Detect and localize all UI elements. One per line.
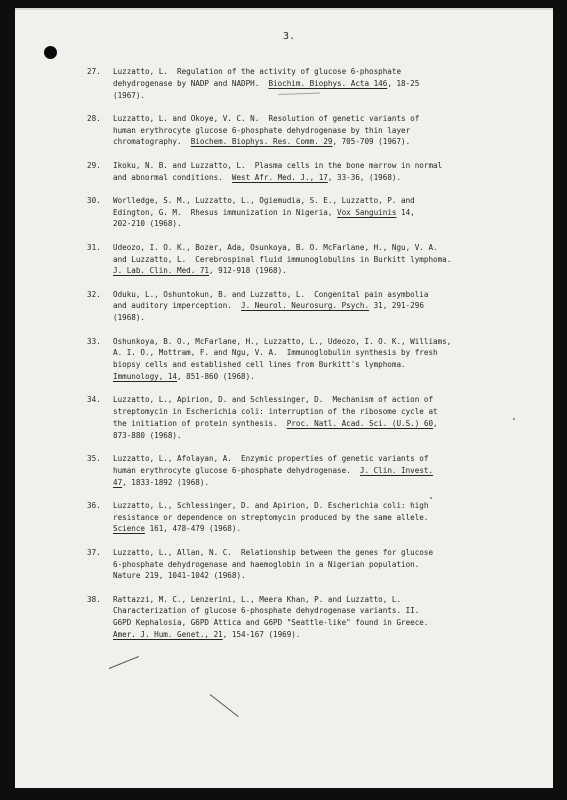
journal-citation: Biochim. Biophys. Acta 146	[268, 78, 388, 88]
reference-item	[87, 394, 527, 441]
reference-item	[87, 160, 527, 184]
reference-line	[113, 559, 527, 571]
reference-line	[113, 465, 527, 477]
reference-text: (1967).	[113, 90, 146, 100]
reference-line	[113, 406, 527, 418]
reference-text: and auditory imperception.	[113, 301, 242, 311]
reference-text: Luzzatto, L. and Okoye, V. C. N. Resolution of genetic variants of	[113, 113, 420, 123]
reference-text: 202-210 (1968).	[113, 219, 182, 229]
reference-item	[87, 547, 527, 582]
reference-text: chromatography.	[113, 137, 191, 147]
reference-text: resistance or dependence on streptomycin produced by the same allele.	[113, 512, 429, 522]
reference-line	[113, 477, 527, 489]
reference-number: 29.	[87, 160, 101, 170]
reference-line	[113, 242, 527, 254]
reference-text: Luzzatto, L., Allan, N. C. Relationship between the genes for glucose	[113, 547, 434, 557]
reference-text: 873-880 (1968).	[113, 430, 182, 440]
reference-line	[113, 289, 527, 301]
reference-text: , 851-860 (1968).	[177, 371, 255, 381]
reference-line	[113, 512, 527, 524]
reference-line	[113, 265, 527, 277]
reference-text: Rattazzi, M. C., Lenzerini, L., Meera Khan, P. and Luzzatto, L.	[113, 594, 402, 604]
reference-text: , 705-709 (1967).	[332, 137, 411, 147]
reference-line	[113, 418, 527, 430]
reference-text: Luzzatto, L. Regulation of the activity of glucose 6-phosphate	[113, 67, 402, 76]
reference-line	[113, 254, 527, 266]
reference-line	[113, 160, 527, 172]
reference-number: 34.	[87, 395, 101, 405]
reference-line	[113, 617, 527, 629]
reference-line	[113, 500, 527, 512]
reference-text: (1968).	[113, 313, 146, 323]
reference-number: 27.	[87, 67, 101, 76]
journal-citation: J. Lab. Clin. Med. 71	[113, 266, 210, 276]
reference-text: ,	[433, 418, 438, 428]
journal-citation: 47	[113, 477, 123, 487]
punch-hole	[44, 46, 57, 59]
document-page	[15, 8, 553, 788]
reference-text: human erythrocyte glucose 6-phosphate dehydrogenase by thin layer	[113, 125, 411, 135]
reference-number: 36.	[87, 500, 101, 510]
journal-citation: Science	[113, 524, 146, 534]
reference-line	[113, 172, 527, 184]
scan-edge	[15, 8, 553, 10]
reference-text: Luzzatto, L., Afolayan, A. Enzymic properties of genetic variants of	[113, 453, 429, 463]
reference-text: Characterization of glucose 6-phosphate dehydrogenase variants. II.	[113, 606, 420, 616]
reference-text: , 33-36, (1968).	[327, 172, 402, 182]
reference-text: G6PD Kephalosia, G6PD Attica and G6PD "Seattle-like" found in Greece.	[113, 618, 429, 628]
reference-text: Edington, G. M. Rhesus immunization in Nigeria,	[113, 207, 338, 217]
reference-line	[113, 453, 527, 465]
reference-line	[113, 66, 527, 78]
reference-item	[87, 500, 527, 535]
reference-line	[113, 371, 527, 383]
reference-line	[113, 629, 527, 641]
reference-item	[87, 453, 527, 488]
reference-text: Udeozo, I. O. K., Bozer, Ada, Osunkoya, B. O. McFarlane, H., Ngu, V. A.	[113, 242, 438, 252]
reference-text: , 912-918 (1968).	[209, 266, 287, 276]
reference-text: streptomycin in Escherichia coli: interruption of the ribosome cycle at	[113, 407, 438, 417]
reference-text: Luzzatto, L., Apirion, D. and Schlessinger, D. Mechanism of action of	[113, 395, 434, 405]
reference-line	[113, 300, 527, 312]
reference-line	[113, 336, 527, 348]
reference-text: Nature 219, 1041-1042 (1968).	[113, 571, 246, 581]
reference-line	[113, 570, 527, 582]
reference-line	[113, 90, 527, 102]
reference-text: 6-phosphate dehydrogenase and haemoglobin in a Nigerian population.	[113, 559, 420, 569]
reference-number: 28.	[87, 113, 101, 123]
reference-line	[113, 195, 527, 207]
scan-speck	[513, 418, 515, 420]
reference-text: biopsy cells and established cell lines from Burkitt's lymphoma.	[113, 360, 406, 370]
reference-line	[113, 547, 527, 559]
reference-item	[87, 66, 527, 101]
reference-number: 35.	[87, 453, 101, 463]
reference-text: Worlledge, S. M., Luzzatto, L., Ogiemudia, S. E., Luzzatto, P. and	[113, 195, 415, 205]
journal-citation: West Afr. Med. J., 17	[231, 172, 328, 182]
journal-citation: Amer. J. Hum. Genet., 21	[113, 629, 223, 639]
journal-citation: J. Clin. Invest.	[359, 465, 434, 475]
reference-text: 31, 291-296	[369, 301, 424, 311]
reference-line	[113, 394, 527, 406]
reference-text: Oshunkoya, B. O., McFarlane, H., Luzzatto, L., Udeozo, I. O. K., Williams,	[113, 336, 452, 346]
reference-text: A. I. O., Mottram, F. and Ngu, V. A. Immunoglobulin synthesis by fresh	[113, 348, 438, 358]
reference-item	[87, 336, 527, 383]
reference-line	[113, 207, 527, 219]
reference-text: the initiation of protein synthesis.	[113, 418, 287, 428]
reference-number: 31.	[87, 242, 101, 252]
reference-text: and Luzzatto, L. Cerebrospinal fluid immunoglobulins in Burkitt lymphoma.	[113, 254, 452, 264]
reference-line	[113, 430, 527, 442]
reference-text: 161, 478-479 (1968).	[145, 524, 242, 534]
reference-line	[113, 125, 527, 137]
journal-citation: Immunology, 14	[113, 371, 178, 381]
reference-number: 33.	[87, 336, 101, 346]
journal-citation: Vox Sanguinis	[337, 207, 397, 217]
reference-item	[87, 594, 527, 641]
reference-text: 14,	[396, 207, 415, 217]
reference-line	[113, 523, 527, 535]
journal-citation: J. Neurol. Neurosurg. Psych.	[241, 301, 370, 311]
reference-item	[87, 195, 527, 230]
reference-item	[87, 113, 527, 148]
reference-number: 32.	[87, 289, 101, 299]
reference-text: Ikoku, N. B. and Luzzatto, L. Plasma cells in the bone marrow in normal	[113, 160, 443, 170]
pencil-mark	[210, 694, 239, 717]
reference-number: 30.	[87, 195, 101, 205]
reference-number: 38.	[87, 594, 101, 604]
reference-text: dehydrogenase by NADP and NADPH.	[113, 78, 269, 88]
reference-line	[113, 218, 527, 230]
reference-item	[87, 242, 527, 277]
reference-number: 37.	[87, 547, 101, 557]
journal-citation: Proc. Natl. Acad. Sci. (U.S.) 60	[286, 418, 434, 428]
reference-line	[113, 312, 527, 324]
reference-line	[113, 78, 527, 90]
reference-text: human erythrocyte glucose 6-phosphate dehydrogenase.	[113, 465, 360, 475]
reference-line	[113, 605, 527, 617]
reference-line	[113, 347, 527, 359]
journal-citation: Biochem. Biophys. Res. Comm. 29	[190, 137, 333, 147]
reference-line	[113, 594, 527, 606]
reference-text: and abnormal conditions.	[113, 172, 232, 182]
reference-text: Luzzatto, L., Schlessinger, D. and Apirion, D. Escherichia coli: high	[113, 500, 429, 510]
scan-speck	[430, 497, 432, 499]
reference-list	[87, 66, 527, 652]
reference-line	[113, 113, 527, 125]
reference-item	[87, 289, 527, 324]
reference-line	[113, 136, 527, 148]
reference-text: , 154-167 (1969).	[222, 629, 301, 639]
page-number: 3.	[283, 31, 296, 42]
reference-line	[113, 359, 527, 371]
reference-text: Oduku, L., Oshuntokun, B. and Luzzatto, L. Congenital pain asymbolia	[113, 289, 429, 299]
reference-text: , 18-25	[387, 78, 420, 88]
pencil-mark	[109, 656, 139, 669]
reference-text: , 1833-1892 (1968).	[122, 477, 210, 487]
